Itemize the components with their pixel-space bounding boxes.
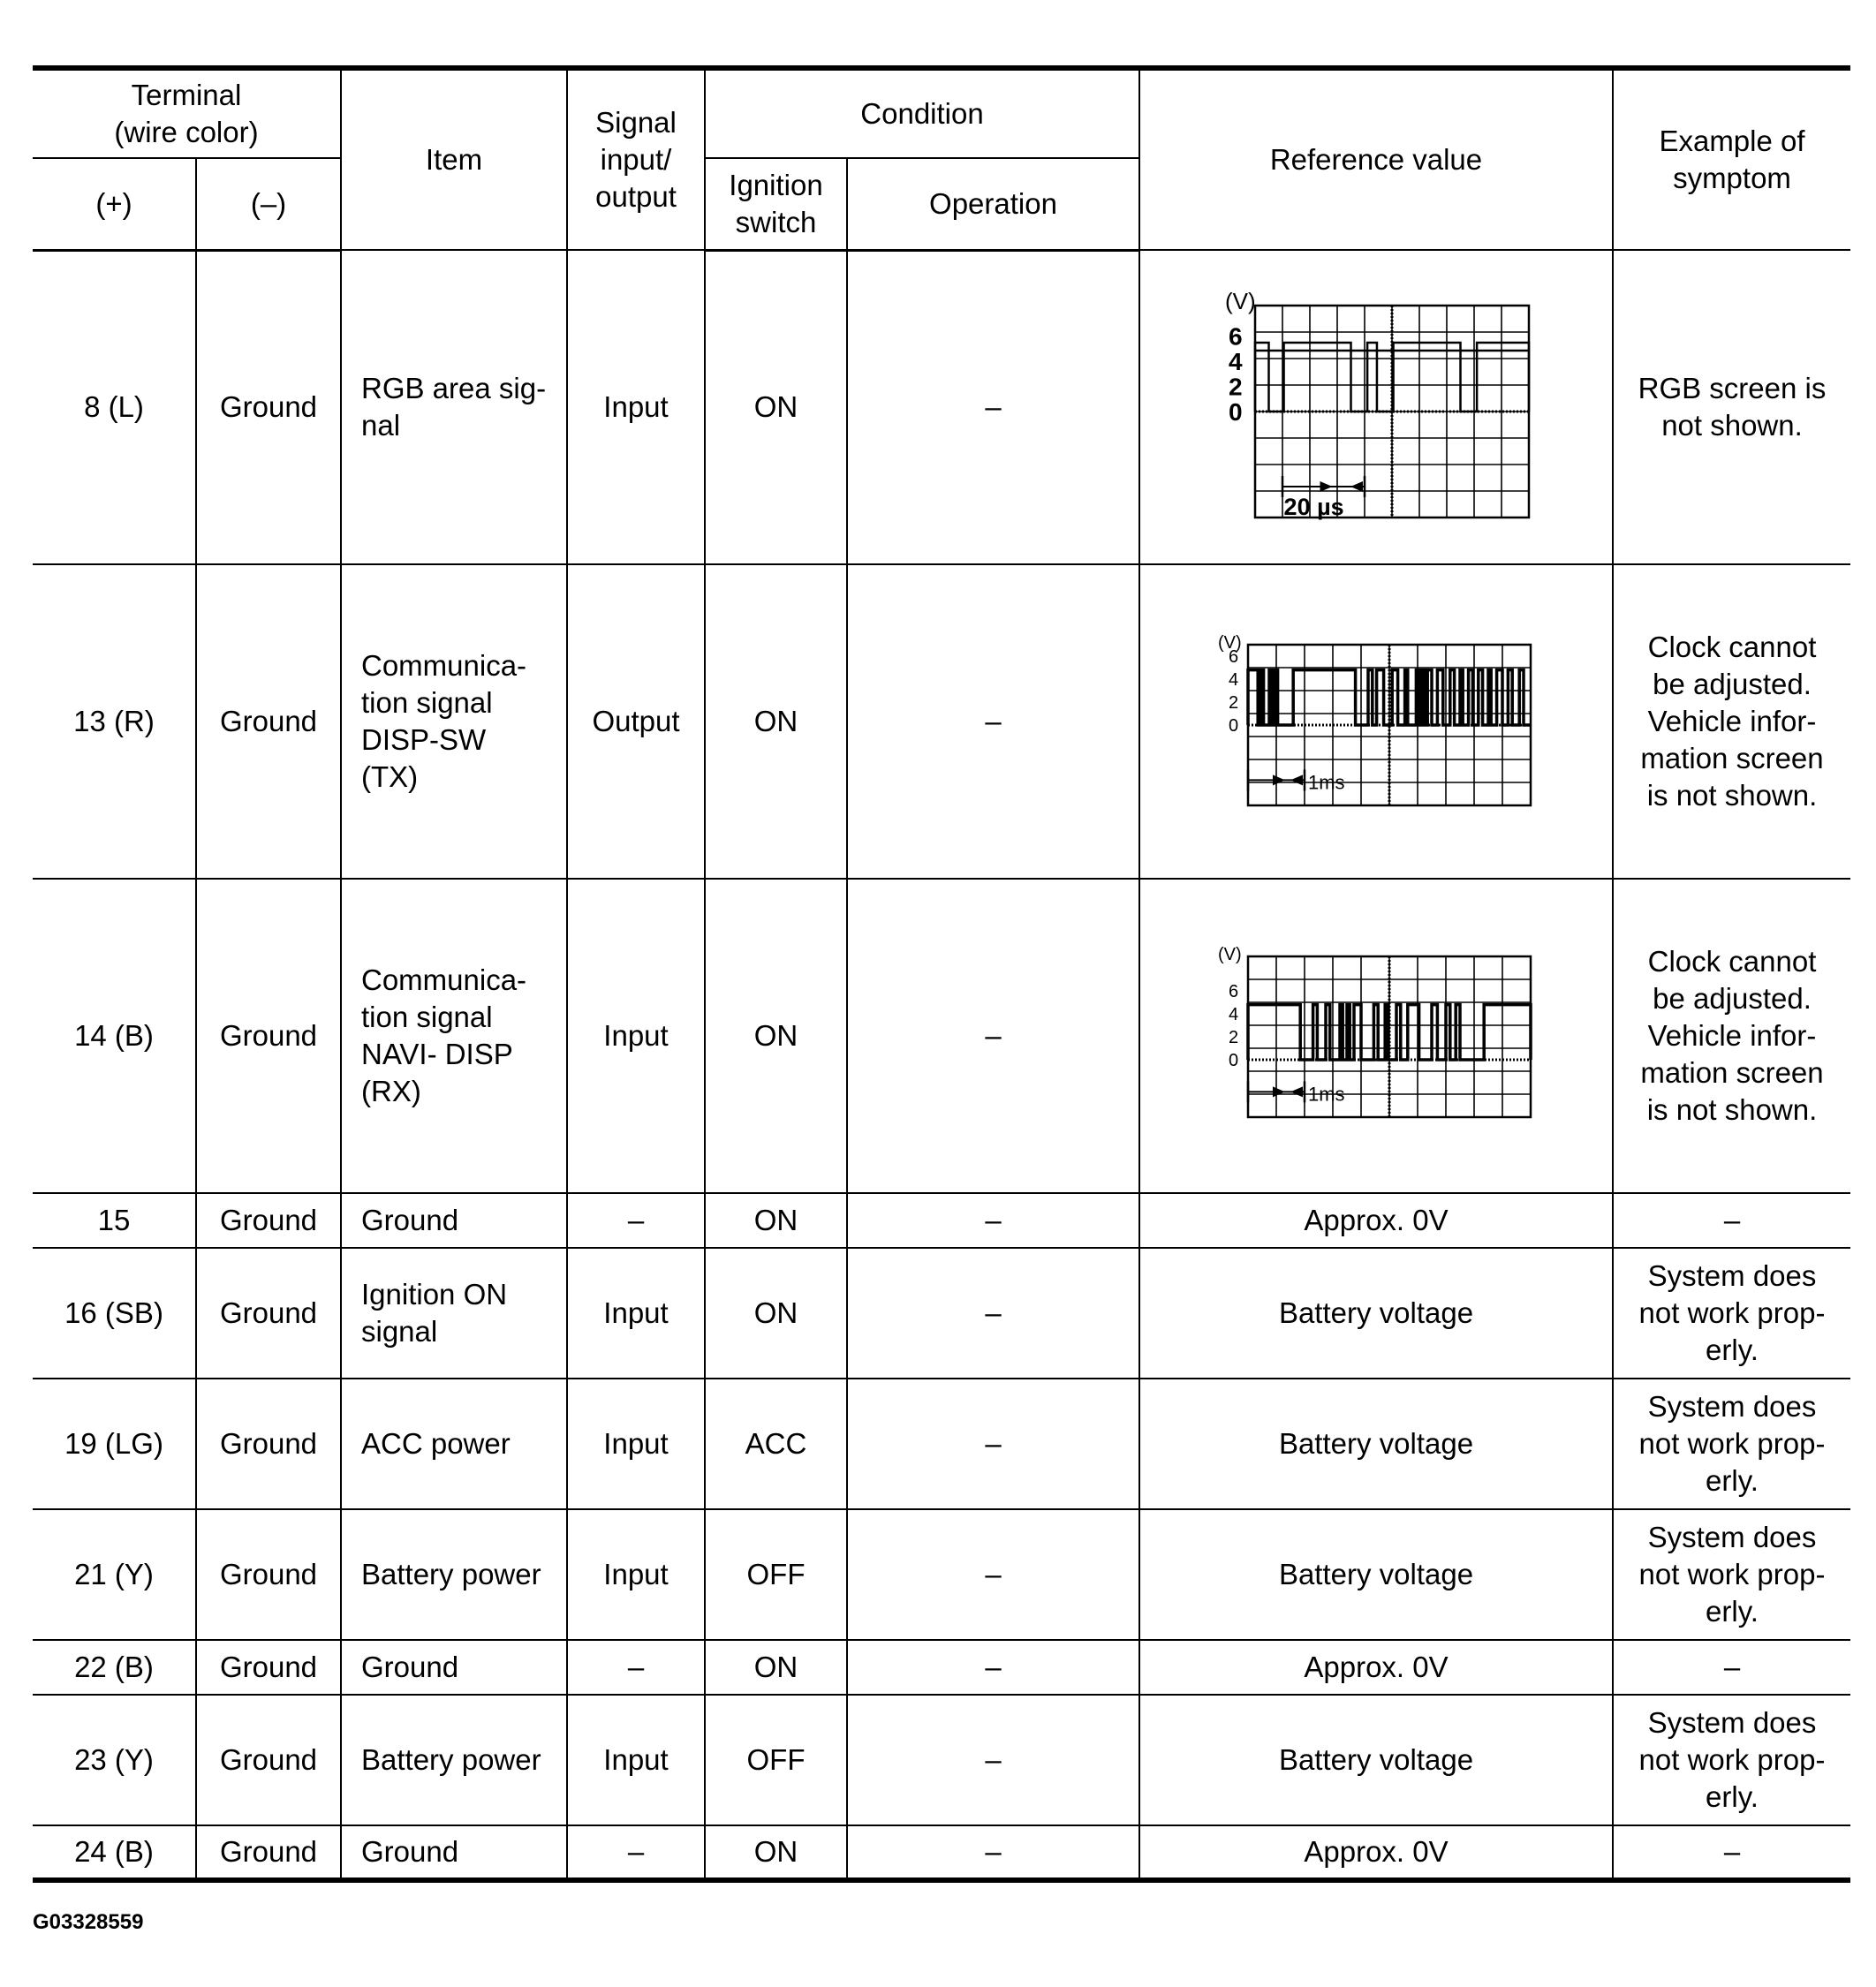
cell-symptom: System does not work prop- erly. bbox=[1613, 1248, 1850, 1379]
cell-reference: Battery voltage bbox=[1139, 1379, 1613, 1509]
cell-item: Communica- tion signal DISP-SW (TX) bbox=[341, 564, 567, 879]
cell-operation: – bbox=[847, 1379, 1139, 1509]
cell-plus: 15 bbox=[33, 1193, 196, 1248]
cell-ignition: ON bbox=[705, 564, 847, 879]
cell-symptom: Clock cannot be adjusted. Vehicle infor- mation screen is not shown. bbox=[1613, 564, 1850, 879]
table-row bbox=[33, 1379, 1850, 1509]
cell-ignition: ON bbox=[705, 1248, 847, 1379]
y-tick-label: 6 bbox=[1229, 647, 1239, 667]
unit-label: (V) bbox=[1224, 288, 1256, 314]
y-tick-label: 2 bbox=[1229, 693, 1239, 713]
table-row bbox=[33, 250, 1850, 564]
cell-operation: – bbox=[847, 1640, 1139, 1695]
cell-plus: 16 (SB) bbox=[33, 1248, 196, 1379]
cell-minus: Ground bbox=[196, 564, 341, 879]
cell-minus: Ground bbox=[196, 1640, 341, 1695]
header-terminal: Terminal (wire color) bbox=[33, 68, 341, 158]
y-tick-label: 6 bbox=[1228, 322, 1243, 351]
y-tick-label: 4 bbox=[1229, 670, 1239, 690]
cell-symptom: System does not work prop- erly. bbox=[1613, 1509, 1850, 1640]
cell-item: RGB area sig- nal bbox=[341, 250, 567, 564]
oscilloscope-waveform bbox=[1213, 629, 1539, 814]
y-tick-label: 2 bbox=[1228, 373, 1243, 401]
cell-minus: Ground bbox=[196, 1825, 341, 1880]
cell-signal: Output bbox=[567, 564, 705, 879]
figure-id: G03328559 bbox=[33, 1910, 144, 1934]
header-operation: Operation bbox=[847, 158, 1139, 250]
cell-item: ACC power bbox=[341, 1379, 567, 1509]
cell-item: Battery power bbox=[341, 1509, 567, 1640]
cell-item: Ignition ON signal bbox=[341, 1248, 567, 1379]
y-tick-label: 0 bbox=[1228, 398, 1243, 426]
cell-plus: 8 (L) bbox=[33, 250, 196, 564]
waveform-cell bbox=[1139, 564, 1613, 879]
table-row bbox=[33, 1193, 1850, 1248]
header-reference: Reference value bbox=[1139, 68, 1613, 250]
cell-operation: – bbox=[847, 564, 1139, 879]
header-symptom: Example of symptom bbox=[1613, 68, 1850, 250]
cell-plus: 13 (R) bbox=[33, 564, 196, 879]
cell-ignition: OFF bbox=[705, 1509, 847, 1640]
cell-item: Ground bbox=[341, 1640, 567, 1695]
table-row bbox=[33, 1640, 1850, 1695]
cell-minus: Ground bbox=[196, 1193, 341, 1248]
cell-symptom: RGB screen is not shown. bbox=[1613, 250, 1850, 564]
y-tick-label: 2 bbox=[1229, 1028, 1239, 1047]
cell-item: Ground bbox=[341, 1825, 567, 1880]
unit-label: (V) bbox=[1218, 633, 1242, 653]
cell-minus: Ground bbox=[196, 879, 341, 1193]
cell-symptom: Clock cannot be adjusted. Vehicle infor- mation screen is not shown. bbox=[1613, 879, 1850, 1193]
table-row bbox=[33, 1825, 1850, 1880]
table-row bbox=[33, 1248, 1850, 1379]
cell-minus: Ground bbox=[196, 1248, 341, 1379]
table-row bbox=[33, 1695, 1850, 1825]
cell-symptom: – bbox=[1613, 1193, 1850, 1248]
cell-symptom: – bbox=[1613, 1825, 1850, 1880]
cell-signal: – bbox=[567, 1825, 705, 1880]
time-scale-label: 20 µs bbox=[1283, 494, 1344, 520]
cell-ignition: ON bbox=[705, 1193, 847, 1248]
cell-operation: – bbox=[847, 250, 1139, 564]
table-row bbox=[33, 564, 1850, 879]
cell-minus: Ground bbox=[196, 1509, 341, 1640]
cell-reference: Battery voltage bbox=[1139, 1248, 1613, 1379]
cell-reference: Approx. 0V bbox=[1139, 1640, 1613, 1695]
cell-signal: Input bbox=[567, 1509, 705, 1640]
cell-signal: Input bbox=[567, 1248, 705, 1379]
cell-signal: Input bbox=[567, 250, 705, 564]
cell-minus: Ground bbox=[196, 250, 341, 564]
cell-symptom: System does not work prop- erly. bbox=[1613, 1695, 1850, 1825]
cell-operation: – bbox=[847, 1248, 1139, 1379]
y-tick-label: 0 bbox=[1229, 1051, 1239, 1070]
cell-signal: Input bbox=[567, 1379, 705, 1509]
cell-symptom: System does not work prop- erly. bbox=[1613, 1379, 1850, 1509]
y-tick-label: 4 bbox=[1229, 1005, 1239, 1024]
cell-signal: Input bbox=[567, 1695, 705, 1825]
header-minus: (–) bbox=[196, 158, 341, 250]
cell-reference: Battery voltage bbox=[1139, 1509, 1613, 1640]
cell-ignition: ON bbox=[705, 250, 847, 564]
table-row bbox=[33, 1509, 1850, 1640]
y-tick-label: 4 bbox=[1228, 348, 1243, 375]
cell-ignition: ON bbox=[705, 1640, 847, 1695]
cell-symptom: – bbox=[1613, 1640, 1850, 1695]
cell-plus: 19 (LG) bbox=[33, 1379, 196, 1509]
oscilloscope-waveform bbox=[1213, 946, 1539, 1126]
signal-trace bbox=[1248, 1005, 1531, 1060]
cell-ignition: ACC bbox=[705, 1379, 847, 1509]
table-row bbox=[33, 879, 1850, 1193]
cell-ignition: ON bbox=[705, 1825, 847, 1880]
y-tick-label: 6 bbox=[1229, 982, 1239, 1001]
cell-plus: 23 (Y) bbox=[33, 1695, 196, 1825]
time-scale-label: 1ms bbox=[1308, 1083, 1345, 1106]
cell-signal: – bbox=[567, 1640, 705, 1695]
cell-minus: Ground bbox=[196, 1695, 341, 1825]
cell-item: Battery power bbox=[341, 1695, 567, 1825]
cell-item: Communica- tion signal NAVI- DISP (RX) bbox=[341, 879, 567, 1193]
cell-ignition: OFF bbox=[705, 1695, 847, 1825]
header-condition: Condition bbox=[705, 68, 1139, 158]
oscilloscope-waveform bbox=[1215, 288, 1538, 526]
header-ignition: Ignition switch bbox=[705, 158, 847, 250]
cell-signal: Input bbox=[567, 879, 705, 1193]
cell-operation: – bbox=[847, 1509, 1139, 1640]
header-item: Item bbox=[341, 68, 567, 250]
header-signal: Signal input/ output bbox=[567, 68, 705, 250]
cell-operation: – bbox=[847, 1825, 1139, 1880]
y-tick-label: 0 bbox=[1229, 716, 1239, 736]
header-plus: (+) bbox=[33, 158, 196, 250]
cell-operation: – bbox=[847, 879, 1139, 1193]
cell-signal: – bbox=[567, 1193, 705, 1248]
unit-label: (V) bbox=[1218, 946, 1242, 964]
cell-plus: 22 (B) bbox=[33, 1640, 196, 1695]
time-scale-label: 1ms bbox=[1308, 771, 1345, 794]
cell-minus: Ground bbox=[196, 1379, 341, 1509]
waveform-cell bbox=[1139, 250, 1613, 564]
cell-reference: Battery voltage bbox=[1139, 1695, 1613, 1825]
cell-reference: Approx. 0V bbox=[1139, 1193, 1613, 1248]
cell-plus: 24 (B) bbox=[33, 1825, 196, 1880]
cell-plus: 21 (Y) bbox=[33, 1509, 196, 1640]
cell-plus: 14 (B) bbox=[33, 879, 196, 1193]
cell-operation: – bbox=[847, 1193, 1139, 1248]
cell-item: Ground bbox=[341, 1193, 567, 1248]
cell-reference: Approx. 0V bbox=[1139, 1825, 1613, 1880]
cell-ignition: ON bbox=[705, 879, 847, 1193]
cell-operation: – bbox=[847, 1695, 1139, 1825]
waveform-cell bbox=[1139, 879, 1613, 1193]
terminal-reference-table bbox=[33, 65, 1850, 1883]
